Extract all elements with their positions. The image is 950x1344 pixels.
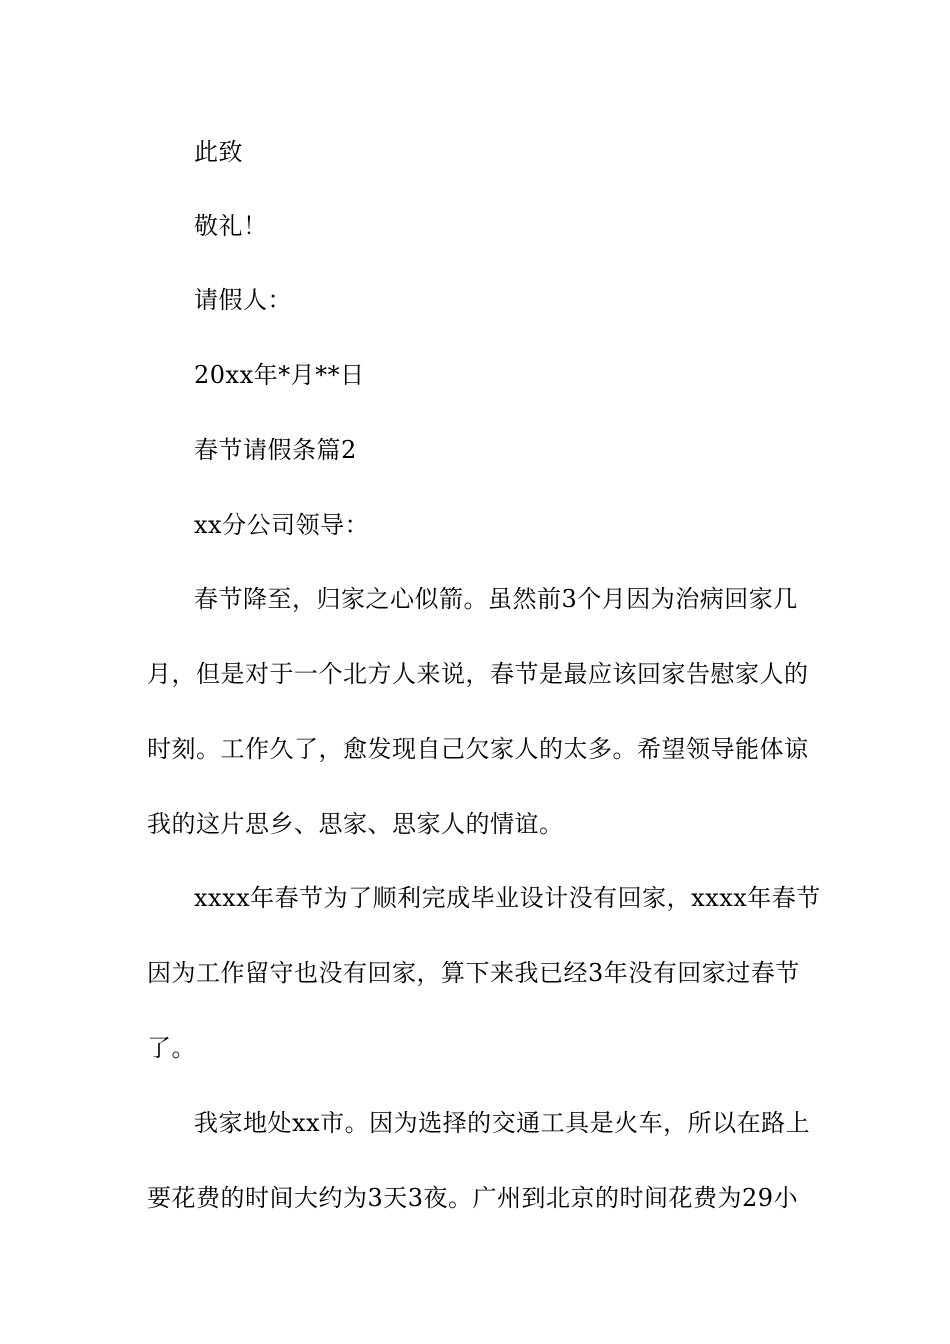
paragraph-line: 我家地处xx市。因为选择的交通工具是火车，所以在路上 [194,1109,811,1137]
paragraph-line: 时刻。工作久了，愈发现自己欠家人的太多。希望领导能体谅 [147,735,809,763]
paragraph-line: 要花费的时间大约为3天3夜。广州到北京的时间花费为29小 [147,1184,799,1212]
paragraph-line: 月，但是对于一个北方人来说，春节是最应该回家告慰家人的 [147,660,809,688]
paragraph-line: xxxx年春节为了顺利完成毕业设计没有回家，xxxx年春节 [194,884,821,912]
date-line: 20xx年*月**日 [194,361,365,389]
section-title: 春节请假条篇2 [194,436,357,464]
paragraph-line: 我的这片思乡、思家、思家人的情谊。 [147,810,564,838]
closing-respect: 敬礼！ [194,212,268,240]
paragraph-line: 了。 [147,1034,196,1062]
closing-salutation: 此致 [194,138,243,166]
paragraph-line: 因为工作留守也没有回家，算下来我已经3年没有回家过春节 [147,959,800,987]
applicant-label: 请假人： [194,286,292,314]
paragraph-line: 春节降至，归家之心似箭。虽然前3个月因为治病回家几 [194,585,798,613]
recipient-line: xx分公司领导： [194,511,370,539]
